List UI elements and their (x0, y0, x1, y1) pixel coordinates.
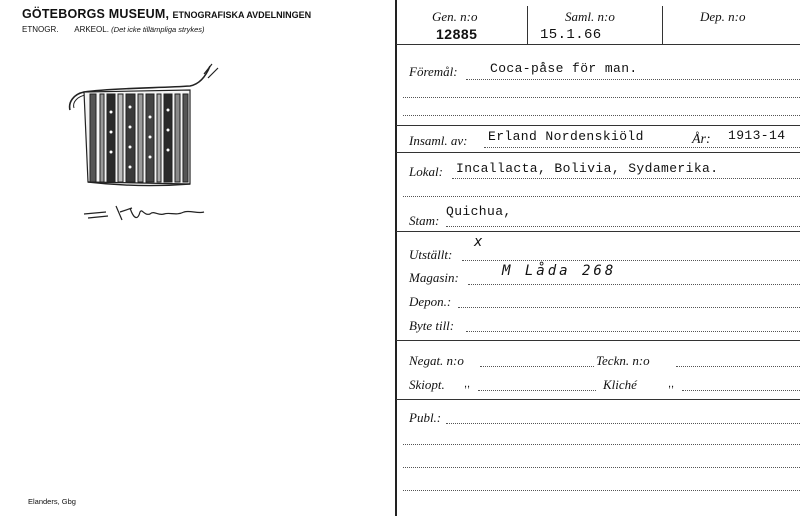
stam-label: Stam: (409, 213, 440, 228)
section-divider-1 (396, 125, 800, 126)
magasin-line (468, 284, 800, 285)
header-divider-1 (527, 6, 528, 44)
lokal-line (452, 178, 800, 179)
publ-extra-line-3 (403, 490, 800, 491)
utstallt-value: x (474, 234, 483, 250)
insaml-line (484, 147, 800, 148)
magasin-label: Magasin: (409, 270, 459, 285)
foremal-extra-line-1 (403, 97, 800, 98)
museum-name: GÖTEBORGS MUSEUM, (22, 7, 170, 21)
foremal-label: Föremål: (409, 64, 458, 79)
ar-value: 1913-14 (728, 128, 786, 143)
gen-label: Gen. n:o (432, 9, 478, 24)
stam-line (446, 226, 800, 227)
skiopt-label: Skiopt. (409, 377, 445, 392)
saml-value: 15.1.66 (540, 27, 602, 43)
lokal-label: Lokal: (409, 164, 443, 179)
teckn-label: Teckn. n:o (596, 353, 650, 368)
section-divider-5 (396, 399, 800, 400)
skiopt-ditto: ,, (464, 378, 471, 390)
teckn-line (676, 366, 800, 367)
negat-label: Negat. n:o (409, 353, 464, 368)
category-line (22, 25, 205, 34)
depon-label: Depon.: (409, 294, 452, 309)
gen-value: 12885 (436, 26, 478, 42)
kliche-label: Kliché (603, 377, 637, 392)
kliche-ditto: ,, (668, 378, 675, 390)
publ-extra-line-2 (403, 467, 800, 468)
publ-label: Publ.: (409, 410, 442, 425)
printer-credit: Elanders, Gbg (28, 497, 76, 506)
publ-extra-line-1 (403, 444, 800, 445)
category-arkeol: ARKEOL. (74, 25, 109, 34)
foremal-extra-line-2 (403, 115, 800, 116)
skiopt-line (478, 390, 596, 391)
byte-line (466, 331, 800, 332)
bag-drawing (60, 62, 230, 192)
byte-label: Byte till: (409, 318, 455, 333)
insaml-label: Insaml. av: (409, 133, 468, 148)
foremal-value: Coca-påse för man. (490, 61, 638, 76)
header-bottom-line (396, 44, 800, 45)
section-divider-3 (396, 231, 800, 232)
card-fold-line (395, 0, 397, 516)
section-divider-2 (396, 152, 800, 153)
department-name: ETNOGRAFISKA AVDELNINGEN (172, 10, 312, 20)
ar-label: År: (692, 132, 711, 147)
lokal-value: Incallacta, Bolivia, Sydamerika. (456, 161, 719, 176)
publ-line (446, 423, 800, 424)
category-note: (Det icke tillämpliga strykes) (111, 25, 205, 34)
handwritten-signature (80, 200, 210, 224)
stam-value: Quichua, (446, 204, 512, 219)
utstallt-label: Utställt: (409, 247, 453, 262)
depon-line (458, 307, 800, 308)
museum-heading (22, 7, 311, 21)
lokal-extra-line (403, 196, 800, 197)
saml-label: Saml. n:o (565, 9, 615, 24)
kliche-line (682, 390, 800, 391)
dep-label: Dep. n:o (700, 9, 746, 24)
category-etnogr: ETNOGR. (22, 25, 59, 34)
header-divider-2 (662, 6, 663, 44)
foremal-line (466, 79, 800, 80)
utstallt-line (462, 260, 800, 261)
section-divider-4 (396, 340, 800, 341)
negat-line (480, 366, 594, 367)
insaml-value: Erland Nordenskiöld (488, 129, 644, 144)
magasin-value: M Låda 268 (502, 263, 617, 279)
